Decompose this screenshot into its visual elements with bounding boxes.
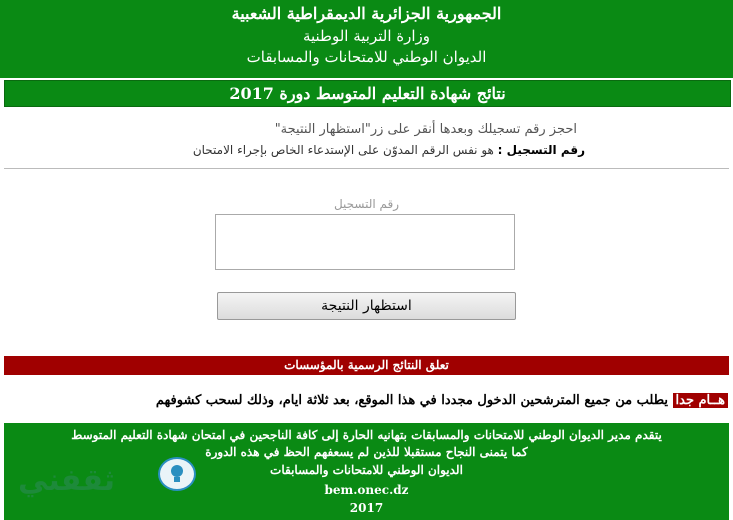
official-results-banner: تعلق النتائج الرسمية بالمؤسسات (4, 356, 729, 375)
important-notice (156, 393, 728, 408)
divider (4, 168, 729, 169)
lightbulb-icon (158, 457, 196, 491)
important-badge: هــام جدا (673, 393, 728, 408)
instruction-note-text: هو نفس الرقم المدوّن على الإستدعاء الخاص بإجراء الامتحان (192, 143, 498, 157)
footer-wishes: كما يتمنى النجاح مستقبلا للذين لم يسعفهم الحظ في هذه الدورة (205, 445, 528, 459)
site-logo (18, 455, 193, 505)
registration-label: رقم التسجيل (333, 197, 400, 211)
instruction-note-label: رقم التسجيل : (497, 143, 585, 157)
important-notice-text: يطلب من جميع المترشحين الدخول مجددا في هذا الموقع، بعد ثلاثة ايام، وذلك لسحب كشوفهم (155, 393, 668, 408)
show-result-button[interactable]: استظهار النتيجة (217, 292, 516, 320)
footer-year: 2017 (349, 501, 384, 515)
footer-site: bem.onec.dz (324, 483, 409, 497)
instruction-text: احجز رقم تسجيلك وبعدها أنقر على زر"استظهار النتيجة" (274, 122, 577, 137)
registration-number-input[interactable] (215, 214, 515, 270)
footer-office: الديوان الوطني للامتحانات والمسابقات (270, 463, 463, 477)
page-title: نتائج شهادة التعليم المتوسط دورة 2017 (4, 80, 731, 107)
header-republic: الجمهورية الجزائرية الديمقراطية الشعبية (231, 4, 502, 23)
instruction-note (193, 143, 585, 157)
header-ministry: وزارة التربية الوطنية (302, 27, 431, 45)
logo-text: ثقفني (18, 463, 116, 498)
footer-congrats: يتقدم مدير الديوان الوطني للامتحانات والمسابقات بتهانيه الحارة إلى كافة الناجحين في امتحان شهادة التعليم المتوسط (71, 428, 662, 442)
page-header (0, 0, 733, 78)
header-office: الديوان الوطني للامتحانات والمسابقات (246, 48, 487, 66)
